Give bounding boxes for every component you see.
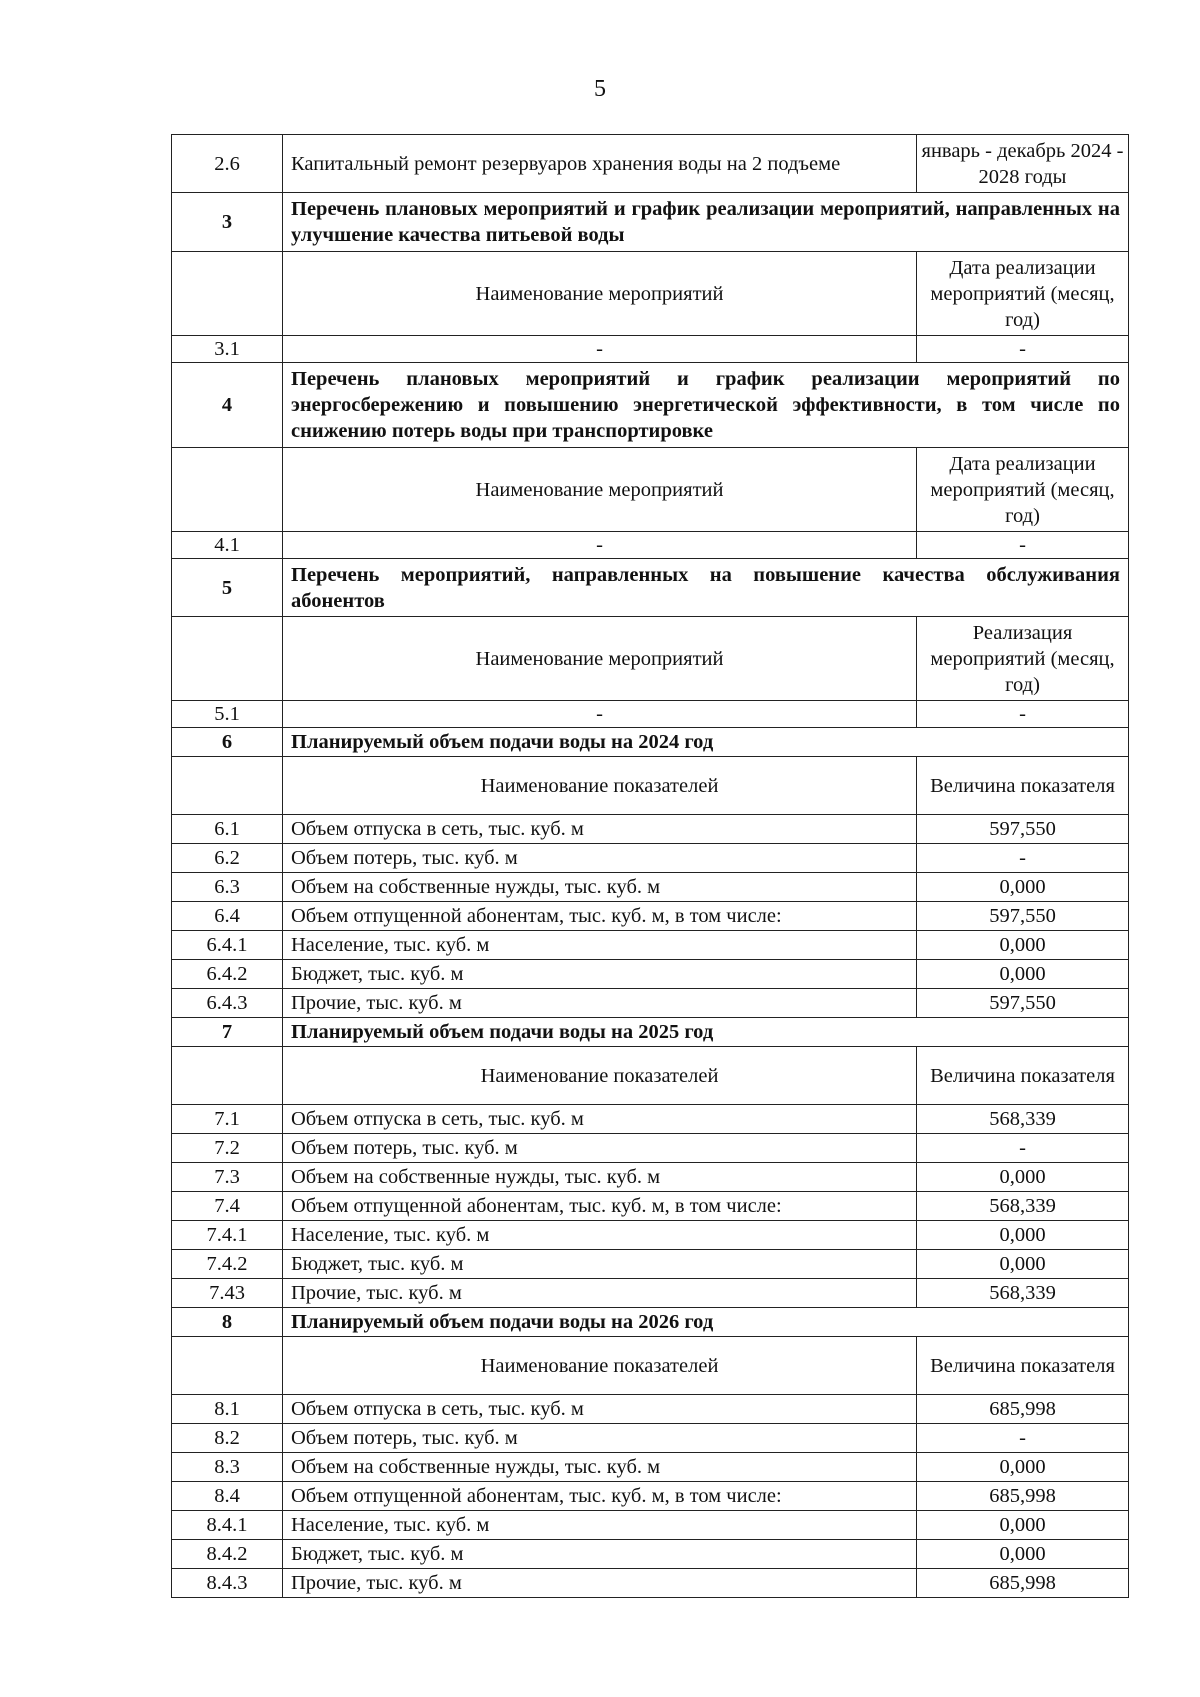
table-row — [172, 701, 1129, 728]
table-row — [172, 1424, 1129, 1453]
row-value: 0,000 — [917, 1453, 1129, 1482]
row-value: - — [917, 1134, 1129, 1163]
row-text: Объем отпущенной абонентам, тыс. куб. м, в том числе: — [283, 1482, 917, 1511]
row-number: 5.1 — [172, 701, 283, 728]
row-number: 7.4.2 — [172, 1250, 283, 1279]
row-value: 568,339 — [917, 1192, 1129, 1221]
row-number: 8.1 — [172, 1395, 283, 1424]
page-number: 5 — [594, 76, 606, 102]
row-number-empty — [172, 617, 283, 701]
measures-table — [171, 134, 1129, 1598]
column-header-name: Наименование показателей — [283, 1337, 917, 1395]
row-text: Бюджет, тыс. куб. м — [283, 1250, 917, 1279]
table-body — [172, 135, 1129, 1598]
table-row — [172, 1163, 1129, 1192]
table-row — [172, 815, 1129, 844]
row-number: 5 — [172, 559, 283, 617]
row-text: Бюджет, тыс. куб. м — [283, 960, 917, 989]
row-value: 597,550 — [917, 815, 1129, 844]
table-row — [172, 532, 1129, 559]
row-text: - — [283, 336, 917, 363]
row-number: 6.4 — [172, 902, 283, 931]
column-header-value: Дата реализации мероприятий (месяц, год) — [917, 448, 1129, 532]
row-number: 8.4.3 — [172, 1569, 283, 1598]
row-number: 7.4.1 — [172, 1221, 283, 1250]
column-header-name: Наименование показателей — [283, 1047, 917, 1105]
row-number: 7.43 — [172, 1279, 283, 1308]
section-row — [172, 363, 1129, 448]
row-number-empty — [172, 448, 283, 532]
row-value: - — [917, 701, 1129, 728]
row-number: 6.4.3 — [172, 989, 283, 1018]
table-row — [172, 1511, 1129, 1540]
row-text: Население, тыс. куб. м — [283, 1511, 917, 1540]
row-value: 0,000 — [917, 873, 1129, 902]
table-row — [172, 1279, 1129, 1308]
section-row — [172, 193, 1129, 252]
table-row — [172, 873, 1129, 902]
row-text: Прочие, тыс. куб. м — [283, 1279, 917, 1308]
table-row — [172, 135, 1129, 193]
row-text: Прочие, тыс. куб. м — [283, 989, 917, 1018]
section-title: Перечень плановых мероприятий и график реализации мероприятий, направленных на улучшение качества питьевой воды — [283, 193, 1129, 252]
row-value: 0,000 — [917, 1250, 1129, 1279]
row-text: Объем на собственные нужды, тыс. куб. м — [283, 1453, 917, 1482]
row-number: 3.1 — [172, 336, 283, 363]
column-header-value: Реализация мероприятий (месяц, год) — [917, 617, 1129, 701]
row-value: 0,000 — [917, 1163, 1129, 1192]
row-number: 6.1 — [172, 815, 283, 844]
table-row — [172, 1105, 1129, 1134]
table-row — [172, 1134, 1129, 1163]
row-number: 8.3 — [172, 1453, 283, 1482]
row-value: 597,550 — [917, 902, 1129, 931]
row-text: Население, тыс. куб. м — [283, 1221, 917, 1250]
row-value: - — [917, 1424, 1129, 1453]
row-text: Объем потерь, тыс. куб. м — [283, 844, 917, 873]
row-text: Объем отпуска в сеть, тыс. куб. м — [283, 815, 917, 844]
row-number-empty — [172, 757, 283, 815]
table-row — [172, 902, 1129, 931]
column-header-value: Дата реализации мероприятий (месяц, год) — [917, 252, 1129, 336]
row-number: 7.3 — [172, 1163, 283, 1192]
section-row — [172, 728, 1129, 757]
row-number: 4.1 — [172, 532, 283, 559]
row-value: 0,000 — [917, 1221, 1129, 1250]
row-number: 6.4.2 — [172, 960, 283, 989]
row-number: 8.4 — [172, 1482, 283, 1511]
row-value: - — [917, 532, 1129, 559]
row-text: Объем на собственные нужды, тыс. куб. м — [283, 1163, 917, 1192]
row-text: Объем на собственные нужды, тыс. куб. м — [283, 873, 917, 902]
table-row — [172, 1540, 1129, 1569]
table-row — [172, 844, 1129, 873]
column-header-row — [172, 1047, 1129, 1105]
table-row — [172, 1395, 1129, 1424]
row-value: 0,000 — [917, 931, 1129, 960]
row-text: Объем потерь, тыс. куб. м — [283, 1134, 917, 1163]
row-text: Объем отпуска в сеть, тыс. куб. м — [283, 1395, 917, 1424]
section-title: Планируемый объем подачи воды на 2024 год — [283, 728, 1129, 757]
section-title: Планируемый объем подачи воды на 2025 год — [283, 1018, 1129, 1047]
row-text: Капитальный ремонт резервуаров хранения воды на 2 подъеме — [283, 135, 917, 193]
column-header-row — [172, 1337, 1129, 1395]
table-row — [172, 1192, 1129, 1221]
section-title: Планируемый объем подачи воды на 2026 год — [283, 1308, 1129, 1337]
column-header-row — [172, 252, 1129, 336]
row-number-empty — [172, 1047, 283, 1105]
table-row — [172, 931, 1129, 960]
table-row — [172, 1453, 1129, 1482]
row-number: 8.4.2 — [172, 1540, 283, 1569]
column-header-name: Наименование мероприятий — [283, 252, 917, 336]
row-number: 4 — [172, 363, 283, 448]
row-number-empty — [172, 1337, 283, 1395]
row-value: 0,000 — [917, 1511, 1129, 1540]
section-row — [172, 1018, 1129, 1047]
row-number: 2.6 — [172, 135, 283, 193]
row-value: 685,998 — [917, 1482, 1129, 1511]
table-row — [172, 1221, 1129, 1250]
table-row — [172, 1482, 1129, 1511]
section-row — [172, 559, 1129, 617]
row-number: 7 — [172, 1018, 283, 1047]
row-value: 0,000 — [917, 960, 1129, 989]
column-header-value: Величина показателя — [917, 1047, 1129, 1105]
row-value: - — [917, 336, 1129, 363]
row-text: Прочие, тыс. куб. м — [283, 1569, 917, 1598]
row-value: - — [917, 844, 1129, 873]
column-header-name: Наименование мероприятий — [283, 617, 917, 701]
section-title: Перечень мероприятий, направленных на повышение качества обслуживания абонентов — [283, 559, 1129, 617]
table-row — [172, 960, 1129, 989]
section-row — [172, 1308, 1129, 1337]
table-row — [172, 1569, 1129, 1598]
row-number: 3 — [172, 193, 283, 252]
row-value: 685,998 — [917, 1395, 1129, 1424]
row-number: 6 — [172, 728, 283, 757]
row-number: 7.4 — [172, 1192, 283, 1221]
row-value: январь - декабрь 2024 - 2028 годы — [917, 135, 1129, 193]
row-number: 8.2 — [172, 1424, 283, 1453]
row-number: 6.2 — [172, 844, 283, 873]
row-number: 7.1 — [172, 1105, 283, 1134]
row-text: Бюджет, тыс. куб. м — [283, 1540, 917, 1569]
section-title: Перечень плановых мероприятий и график реализации мероприятий по энергосбережению и повышению энергетической эффективности, в том числе по снижению потерь воды при транспортировке — [283, 363, 1129, 448]
row-number: 6.4.1 — [172, 931, 283, 960]
row-number: 8 — [172, 1308, 283, 1337]
row-text: - — [283, 701, 917, 728]
row-value: 0,000 — [917, 1540, 1129, 1569]
row-value: 568,339 — [917, 1279, 1129, 1308]
row-text: Население, тыс. куб. м — [283, 931, 917, 960]
row-value: 568,339 — [917, 1105, 1129, 1134]
row-value: 597,550 — [917, 989, 1129, 1018]
table-row — [172, 336, 1129, 363]
column-header-name: Наименование показателей — [283, 757, 917, 815]
row-number-empty — [172, 252, 283, 336]
column-header-row — [172, 617, 1129, 701]
row-value: 685,998 — [917, 1569, 1129, 1598]
row-text: Объем отпуска в сеть, тыс. куб. м — [283, 1105, 917, 1134]
row-text: Объем отпущенной абонентам, тыс. куб. м, в том числе: — [283, 902, 917, 931]
table-row — [172, 1250, 1129, 1279]
row-text: - — [283, 532, 917, 559]
row-text: Объем отпущенной абонентам, тыс. куб. м, в том числе: — [283, 1192, 917, 1221]
row-text: Объем потерь, тыс. куб. м — [283, 1424, 917, 1453]
row-number: 6.3 — [172, 873, 283, 902]
row-number: 7.2 — [172, 1134, 283, 1163]
column-header-name: Наименование мероприятий — [283, 448, 917, 532]
table-row — [172, 989, 1129, 1018]
row-number: 8.4.1 — [172, 1511, 283, 1540]
column-header-row — [172, 757, 1129, 815]
column-header-row — [172, 448, 1129, 532]
column-header-value: Величина показателя — [917, 757, 1129, 815]
column-header-value: Величина показателя — [917, 1337, 1129, 1395]
